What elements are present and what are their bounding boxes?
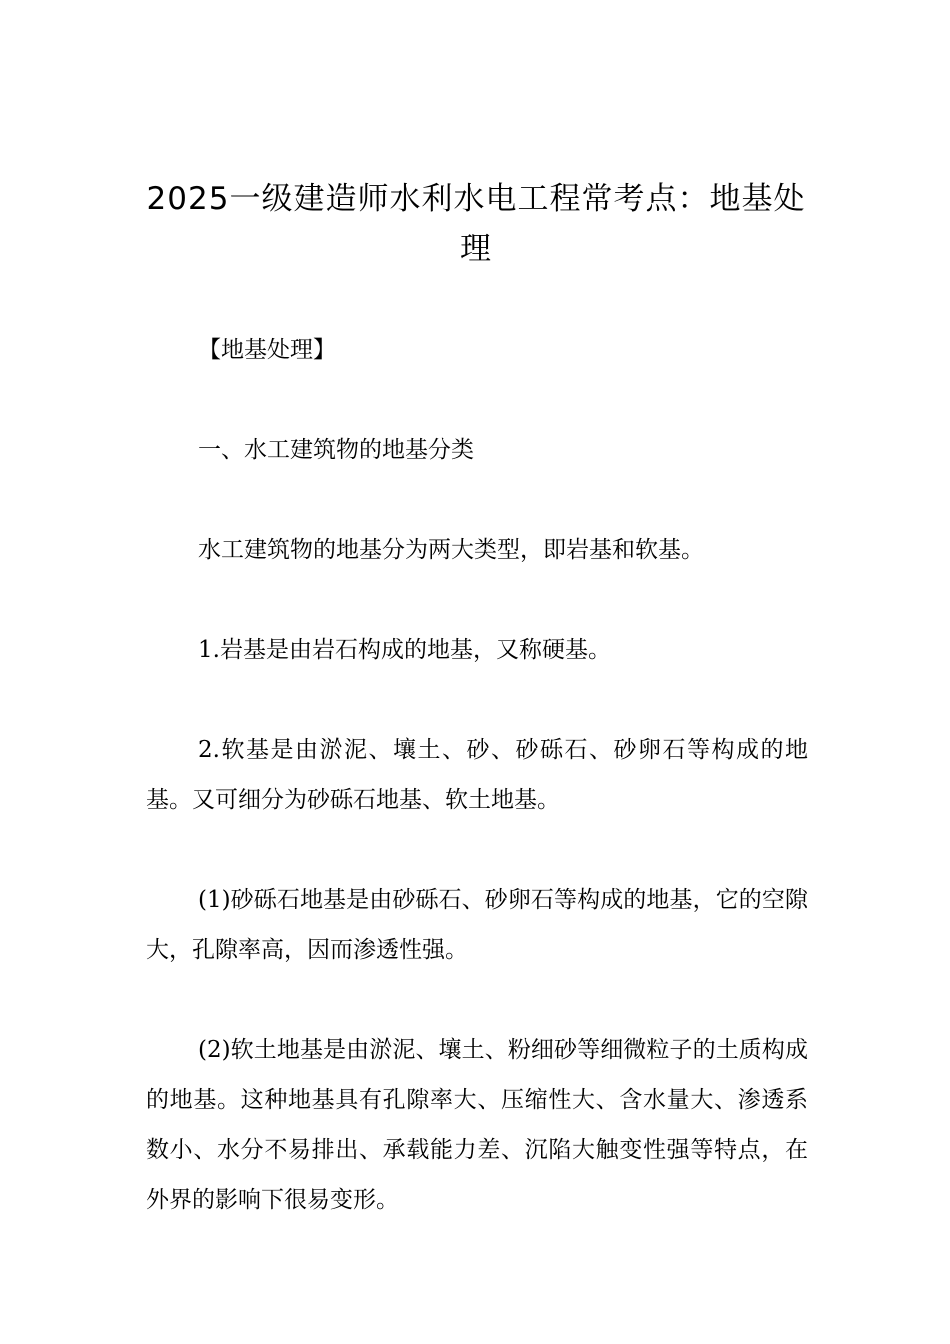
list-item-soft-foundation: 2.软基是由淤泥、壤土、砂、砂砾石、砂卵石等构成的地基。又可细分为砂砾石地基、软土地基。 bbox=[146, 737, 808, 813]
sub-item-soft-soil-foundation: (2)软土地基是由淤泥、壤土、粉细砂等细微粒子的土质构成的地基。这种地基具有孔隙率大、压缩性大、含水量大、渗透系数小、水分不易排出、承载能力差、沉陷大触变性强等特点，在外界的影响下很易变形。 bbox=[146, 1037, 808, 1213]
section-heading: 一、水工建筑物的地基分类 bbox=[198, 437, 474, 463]
list-item-rock-foundation: 1.岩基是由岩石构成的地基，又称硬基。 bbox=[198, 637, 611, 663]
intro-paragraph: 水工建筑物的地基分为两大类型，即岩基和软基。 bbox=[198, 537, 704, 563]
section-tag: 【地基处理】 bbox=[198, 337, 336, 363]
document-title: 2025一级建造师水利水电工程常考点：地基处理 bbox=[146, 181, 806, 267]
sub-item-gravel-foundation: (1)砂砾石地基是由砂砾石、砂卵石等构成的地基，它的空隙大，孔隙率高，因而渗透性强。 bbox=[146, 887, 808, 963]
